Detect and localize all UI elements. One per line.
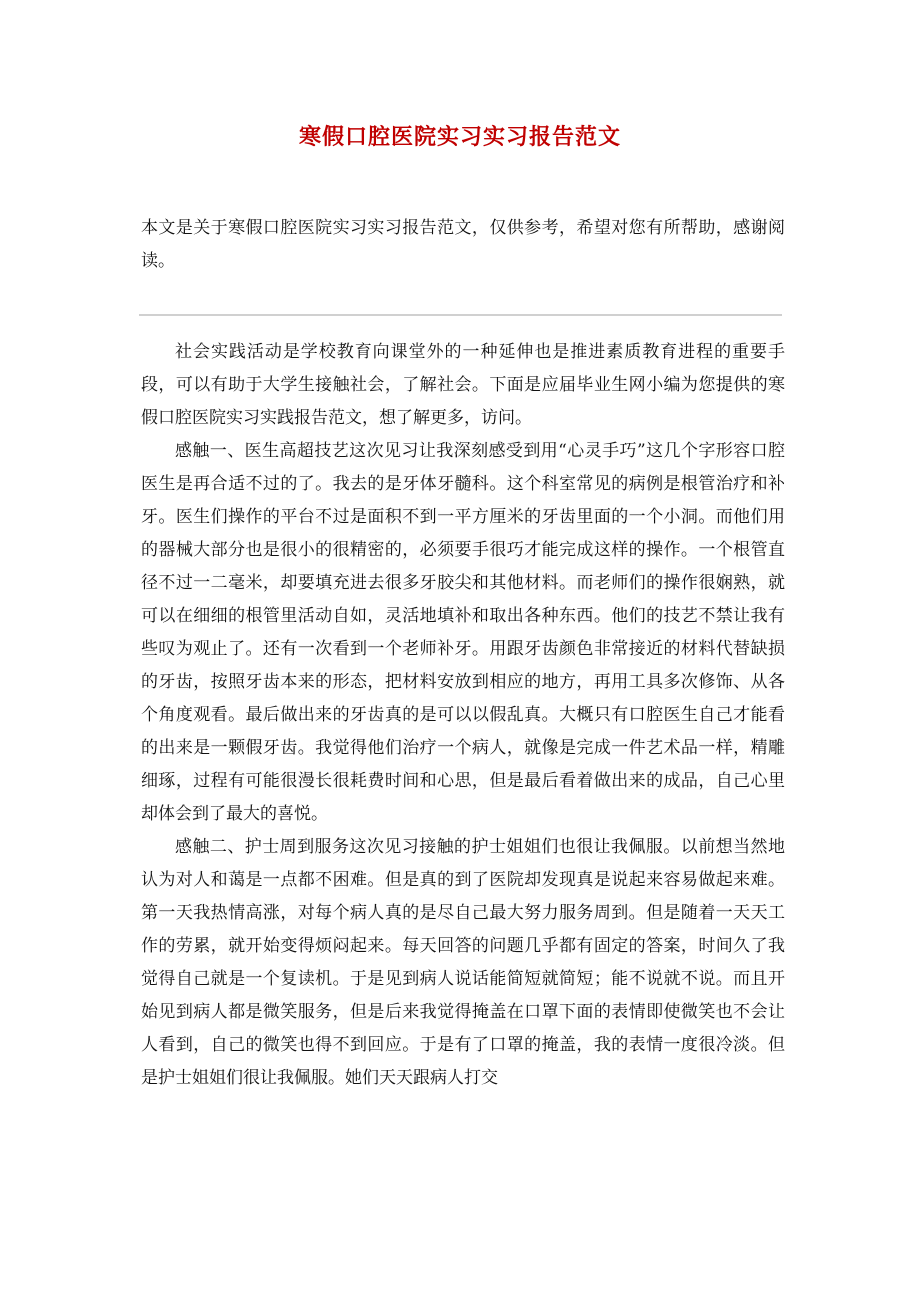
body-paragraph: 感触二、护士周到服务这次见习接触的护士姐姐们也很让我佩服。以前想当然地认为对人和蔼是一点都不困难。但是真的到了医院却发现真是说起来容易做起来难。第一天我热情高涨，对每个病人真的是尽自己最大努力服务周到。但是随着一天天工作的劳累，就开始变得烦闷起来。每天回答的问题几乎都有固定的答案，时间久了我觉得自己就是一个复读机。于是见到病人说话能简短就简短；能不说就不说。而且开始见到病人都是微笑服务，但是后来我觉得掩盖在口罩下面的表情即使微笑也不会让人看到，自己的微笑也得不到回应。于是有了口罩的掩盖，我的表情一度很冷淡。但是护士姐姐们很让我佩服。她们天天跟病人打交 bbox=[141, 837, 785, 1088]
body-text bbox=[141, 336, 785, 1276]
document-title: 寒假口腔医院实习实习报告范文 bbox=[298, 124, 621, 150]
body-paragraph: 社会实践活动是学校教育向课堂外的一种延伸也是推进素质教育进程的重要手段，可以有助于大学生接触社会，了解社会。下面是应届毕业生网小编为您提供的寒假口腔医院实习实践报告范文，想了解更多，访问。 bbox=[141, 342, 785, 428]
section-divider bbox=[139, 314, 782, 316]
body-paragraph: 感触一、医生高超技艺这次见习让我深刻感受到用“心灵手巧”这几个字形容口腔医生是再合适不过的了。我去的是牙体牙髓科。这个科室常见的病例是根管治疗和补牙。医生们操作的平台不过是面积不到一平方厘米的牙齿里面的一个小洞。而他们用的器械大部分也是很小的很精密的，必须要手很巧才能完成这样的操作。一个根管直径不过一二毫米，却要填充进去很多牙胶尖和其他材料。而老师们的操作很娴熟，就可以在细细的根管里活动自如，灵活地填补和取出各种东西。他们的技艺不禁让我有些叹为观止了。还有一次看到一个老师补牙。用跟牙齿颜色非常接近的材料代替缺损的牙齿，按照牙齿本来的形态，把材料安放到相应的地方，再用工具多次修饰、从各个角度观看。最后做出来的牙齿真的是可以以假乱真。大概只有口腔医生自己才能看的出来是一颗假牙齿。我觉得他们治疗一个病人，就像是完成一件艺术品一样，精雕细琢，过程有可能很漫长很耗费时间和心思，但是最后看着做出来的成品，自己心里却体会到了最大的喜悦。 bbox=[141, 441, 785, 824]
intro-paragraph: 本文是关于寒假口腔医院实习实习报告范文，仅供参考，希望对您有所帮助，感谢阅读。 bbox=[141, 218, 785, 271]
